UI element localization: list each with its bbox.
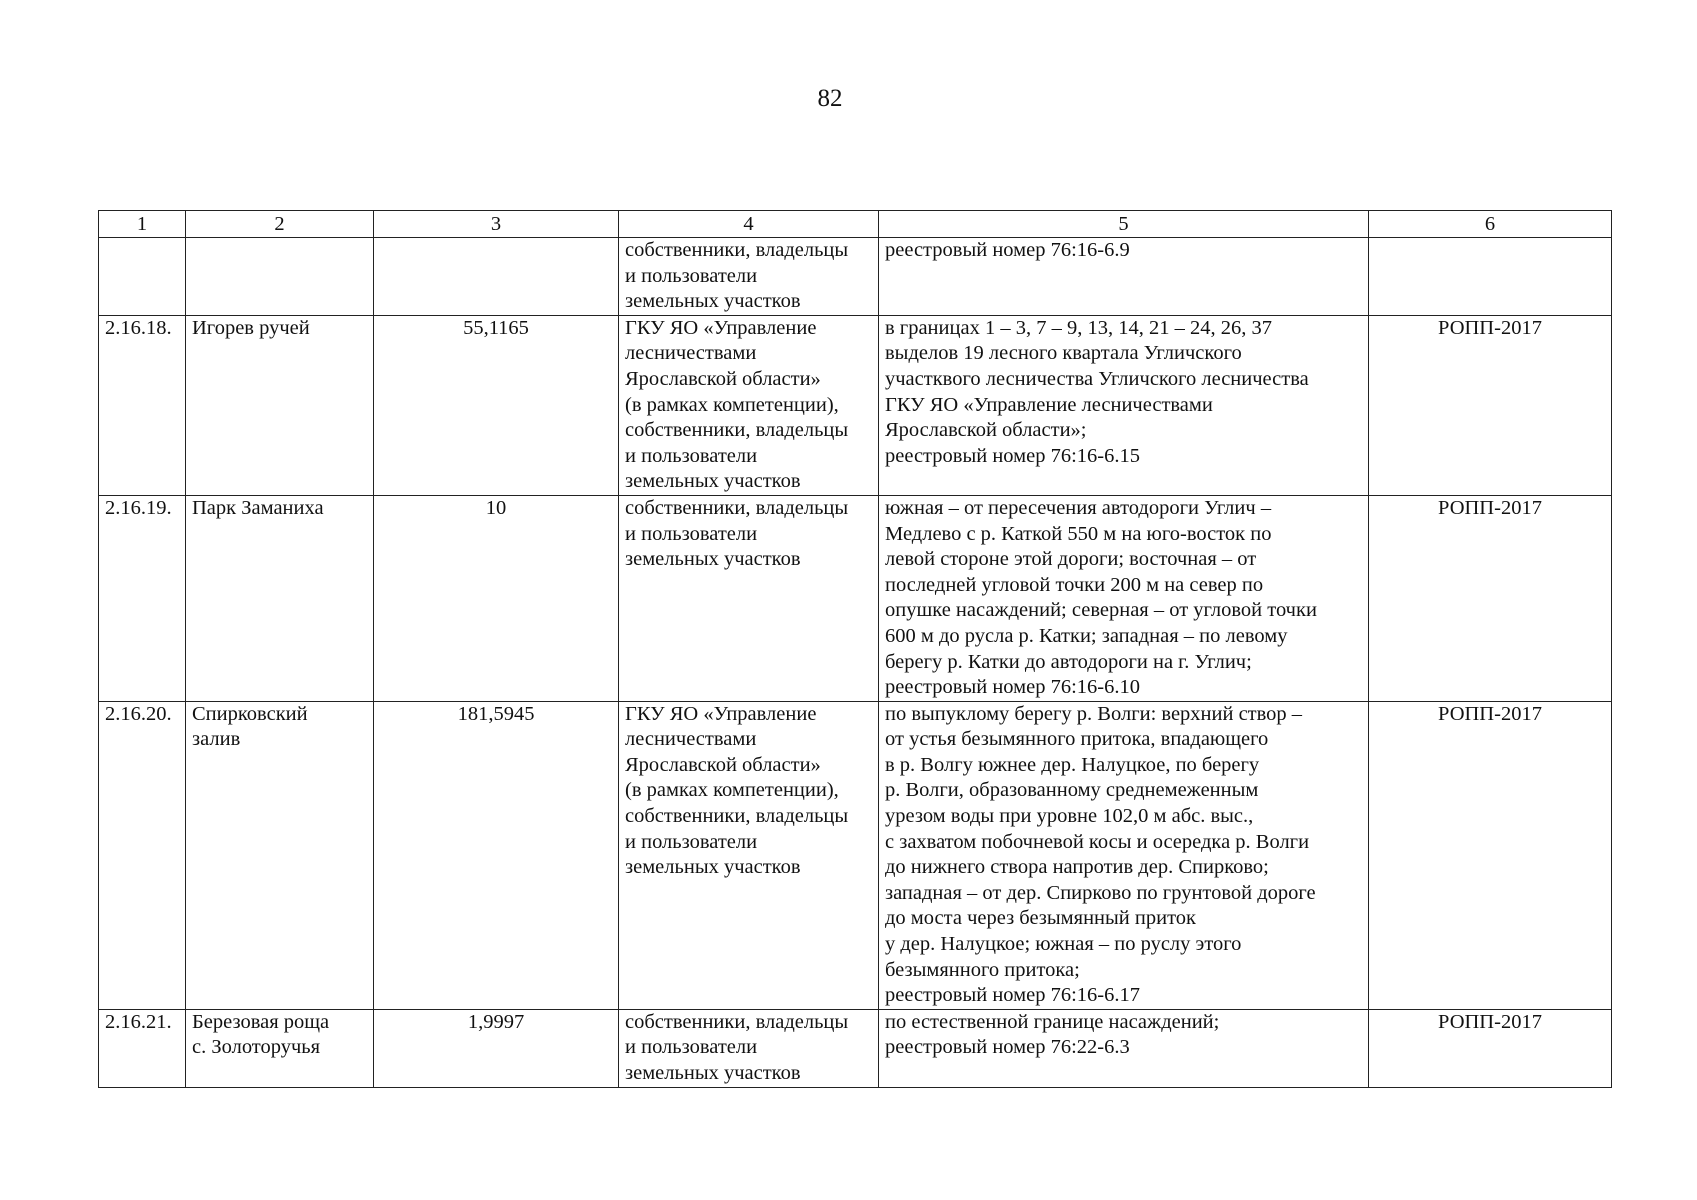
column-header: 6 (1369, 211, 1612, 238)
responsible-parties: собственники, владельцы и пользователи земельных участков (619, 238, 879, 316)
site-name: Спирковский залив (186, 701, 374, 1009)
basis-document: РОПП-2017 (1369, 315, 1612, 495)
registry-table (98, 210, 1612, 1088)
row-number: 2.16.20. (99, 701, 186, 1009)
responsible-parties: ГКУ ЯО «Управление лесничествами Ярославской области» (в рамках компетенции), собственники, владельцы и пользователи земельных участков (619, 701, 879, 1009)
boundary-description: по естественной границе насаждений; реестровый номер 76:22-6.3 (879, 1009, 1369, 1087)
responsible-parties: собственники, владельцы и пользователи земельных участков (619, 495, 879, 701)
site-name (186, 238, 374, 316)
site-area (374, 238, 619, 316)
boundary-description: в границах 1 – 3, 7 – 9, 13, 14, 21 – 24, 26, 37 выделов 19 лесного квартала Угличского участквого лесничества Угличского лесничества ГКУ ЯО «Управление лесничествами Ярославской области»; реестровый номер 76:16-6.15 (879, 315, 1369, 495)
basis-document: РОПП-2017 (1369, 495, 1612, 701)
basis-document (1369, 238, 1612, 316)
column-header: 1 (99, 211, 186, 238)
boundary-description: южная – от пересечения автодороги Углич – Медлево с р. Каткой 550 м на юго-восток по левой стороне этой дороги; восточная – от последней угловой точки 200 м на север по опушке насаждений; северная – от угловой точки 600 м до русла р. Катки; западная – по левому берегу р. Катки до автодороги на г. Углич; реестровый номер 76:16-6.10 (879, 495, 1369, 701)
table-row (99, 1009, 1612, 1087)
page-number: 82 (817, 85, 843, 112)
site-name: Парк Заманиха (186, 495, 374, 701)
responsible-parties: собственники, владельцы и пользователи земельных участков (619, 1009, 879, 1087)
responsible-parties: ГКУ ЯО «Управление лесничествами Ярославской области» (в рамках компетенции), собственники, владельцы и пользователи земельных участков (619, 315, 879, 495)
column-header: 4 (619, 211, 879, 238)
boundary-description: реестровый номер 76:16-6.9 (879, 238, 1369, 316)
basis-document: РОПП-2017 (1369, 1009, 1612, 1087)
site-name: Игорев ручей (186, 315, 374, 495)
table-row (99, 238, 1612, 316)
row-number: 2.16.18. (99, 315, 186, 495)
table-row (99, 495, 1612, 701)
boundary-description: по выпуклому берегу р. Волги: верхний створ – от устья безымянного притока, впадающего в р. Волгу южнее дер. Налуцкое, по берегу р. Волги, образованному среднемеженным урезом воды при уровне 102,0 м абс. выс., с захватом побочневой косы и осередка р. Волги до нижнего створа напротив дер. Спирково; западная – от дер. Спирково по грунтовой дороге до моста через безымянный приток у дер. Налуцкое; южная – по руслу этого безымянного притока; реестровый номер 76:16-6.17 (879, 701, 1369, 1009)
site-area: 55,1165 (374, 315, 619, 495)
site-name: Березовая роща с. Золоторучья (186, 1009, 374, 1087)
row-number: 2.16.21. (99, 1009, 186, 1087)
row-number (99, 238, 186, 316)
column-header: 5 (879, 211, 1369, 238)
column-header: 2 (186, 211, 374, 238)
site-area: 10 (374, 495, 619, 701)
row-number: 2.16.19. (99, 495, 186, 701)
column-number-row (99, 211, 1612, 238)
table-row (99, 315, 1612, 495)
site-area: 1,9997 (374, 1009, 619, 1087)
table-row (99, 701, 1612, 1009)
column-header: 3 (374, 211, 619, 238)
site-area: 181,5945 (374, 701, 619, 1009)
basis-document: РОПП-2017 (1369, 701, 1612, 1009)
